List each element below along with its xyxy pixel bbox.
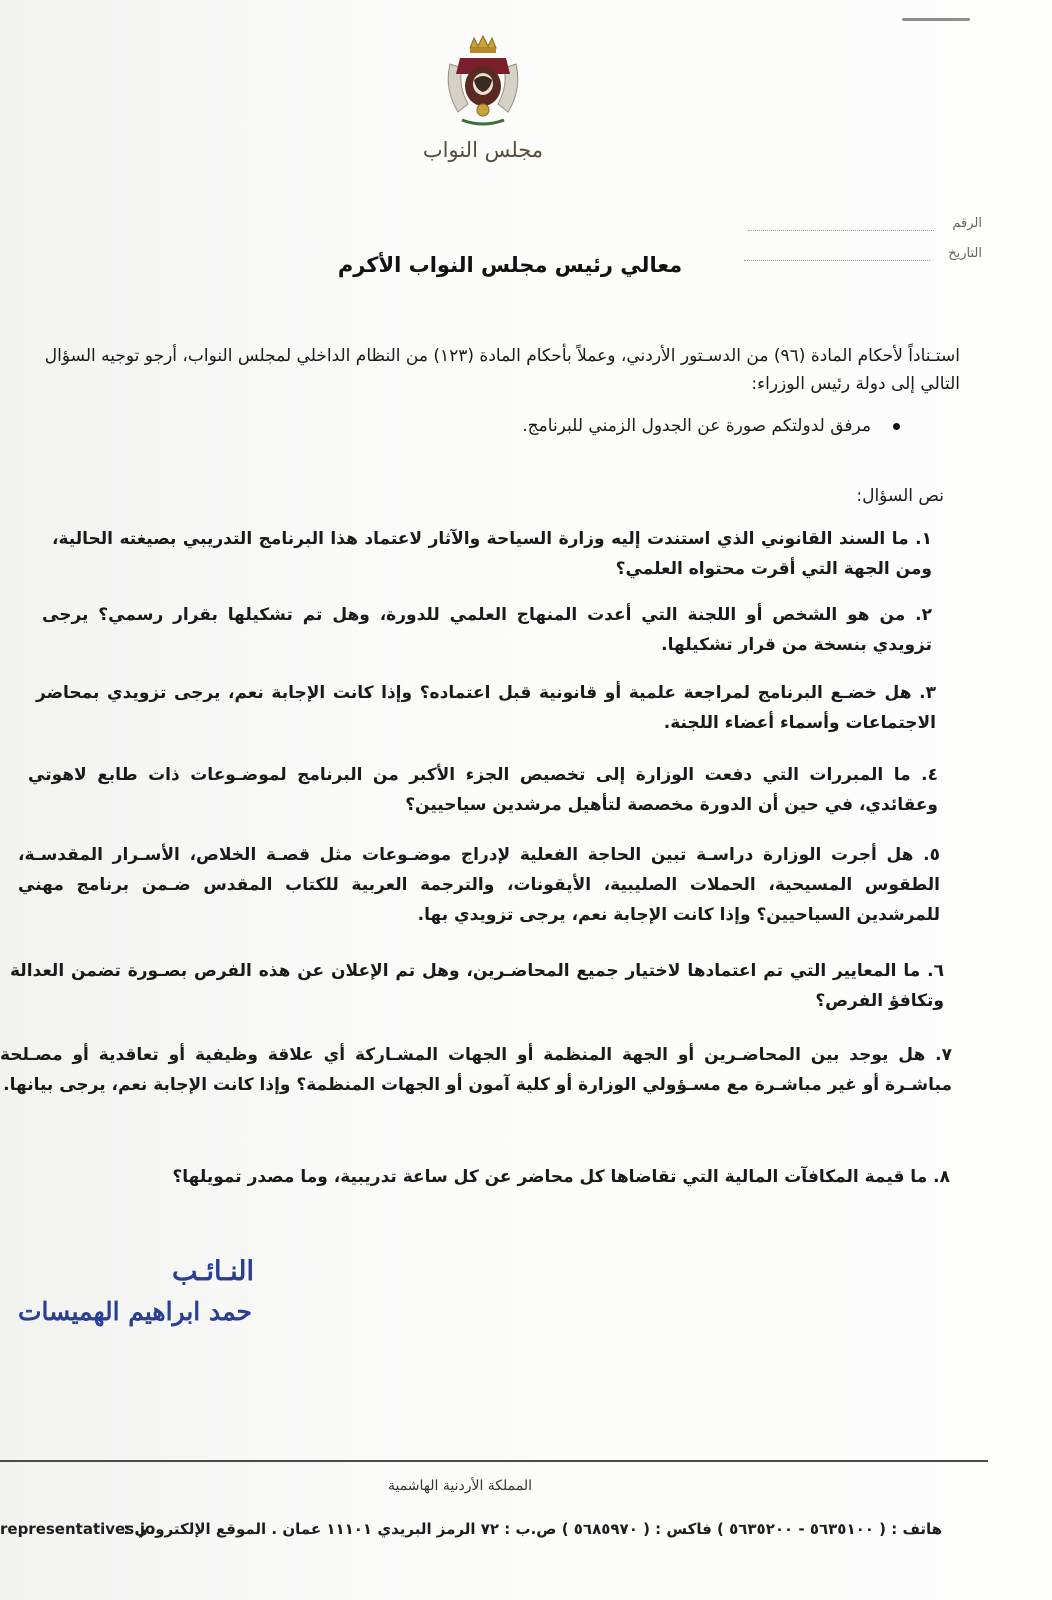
- attachment-note: [522, 416, 900, 436]
- bullet-icon: [893, 423, 900, 430]
- question-item: ٤. ما المبررات التي دفعت الوزارة إلى تخصيص الجزء الأكبر من البرنامج لموضـوعات ذات طابع لاهوتي وعقائدي، في حين أن الدورة مخصصة لتأهيل مرشدين سياحيين؟: [28, 765, 938, 815]
- question-item: ٦. ما المعايير التي تم اعتمادها لاختيار جميع المحاضـرين، وهل تم الإعلان عن هذه الفرص بصـورة تضمن العدالة وتكافؤ الفرص؟: [10, 961, 944, 1011]
- question-item: ٧. هل يوجد بين المحاضـرين أو الجهة المنظمة أو الجهات المشـاركة أي علاقة وظيفية أو تعاقدية أو مصـلحة مباشـرة أو غير مباشـرة مع مسـؤولي الوزارة أو كلية آمون أو الجهات المنظمة؟ وإذا كانت الإجابة نعم، يرجى بيانها.: [0, 1045, 952, 1095]
- date-line: [744, 248, 930, 261]
- signature-stamp: [18, 1256, 318, 1326]
- footer-website: representatives.jo: [0, 1520, 156, 1538]
- signature-title: النـائـب: [172, 1256, 254, 1287]
- attachment-text: مرفق لدولتكم صورة عن الجدول الزمني للبرنامج.: [522, 416, 871, 436]
- questions-heading: نص السؤال:: [856, 486, 944, 506]
- corner-rule: [902, 18, 970, 21]
- reference-number-label: الرقم: [952, 216, 982, 231]
- addressee: معالي رئيس مجلس النواب الأكرم: [337, 253, 683, 277]
- question-item: ١. ما السند القانوني الذي استندت إليه وزارة السياحة والآثار لاعتماد هذا البرنامج التدريبي بصيغته الحالية، ومن الجهة التي أقرت محتواه العلمي؟: [52, 529, 932, 579]
- question-item: ٨. ما قيمة المكافآت المالية التي تقاضاها كل محاضر عن كل ساعة تدريبية، وما مصدر تمويلها؟: [172, 1167, 950, 1187]
- date-label: التاريخ: [948, 246, 982, 261]
- parliament-masthead: مجلس النواب: [422, 138, 544, 162]
- footer-contact: هاتف : ( ٥٦٣٥١٠٠ - ٥٦٣٥٢٠٠ ) فاكس : ( ٥٦٨٥٩٧٠ ) ص.ب : ٧٢ الرمز البريدي ١١١٠١ عمان . الموقع الإلكتروني :: [123, 1520, 942, 1538]
- coat-of-arms-icon: [440, 34, 526, 130]
- question-item: ٣. هل خضـع البرنامج لمراجعة علمية أو قانونية قبل اعتماده؟ وإذا كانت الإجابة نعم، يرجى تزويدي بمحاضر الاجتماعات وأسماء أعضاء اللجنة.: [36, 683, 936, 733]
- reference-number-field: [748, 216, 982, 231]
- signature-name: حمد ابراهيم الهميسات: [18, 1297, 252, 1326]
- question-item: ٥. هل أجرت الوزارة دراسـة تبين الحاجة الفعلية لإدراج موضـوعات مثل قصـة الخلاص، الأسـرار المقدسـة، الطقوس المسيحية، الحملات الصليبية، الأيقونات، والترجمة العربية للكتاب المقدس ضـمن برنامج مهني للمرشدين السياحيين؟ وإذا كانت الإجابة نعم، يرجى تزويدي بها.: [18, 845, 940, 925]
- question-item: ٢. من هو الشخص أو اللجنة التي أعدت المنهاج العلمي للدورة، وهل تم تشكيلها بقرار رسمي؟ يرجى تزويدي بنسخة من قرار تشكيلها.: [42, 605, 932, 655]
- footer-divider: [0, 1460, 988, 1462]
- date-field: [744, 246, 982, 261]
- intro-paragraph: استـناداً لأحكام المادة (٩٦) من الدسـتور الأردني، وعملاً بأحكام المادة (١٢٣) من النظام الداخلي لمجلس النواب، أرجو توجيه السؤال التالي إلى دولة رئيس الوزراء:: [44, 346, 960, 394]
- reference-number-line: [748, 218, 934, 231]
- footer-kingdom: المملكة الأردنية الهاشمية: [387, 1478, 533, 1494]
